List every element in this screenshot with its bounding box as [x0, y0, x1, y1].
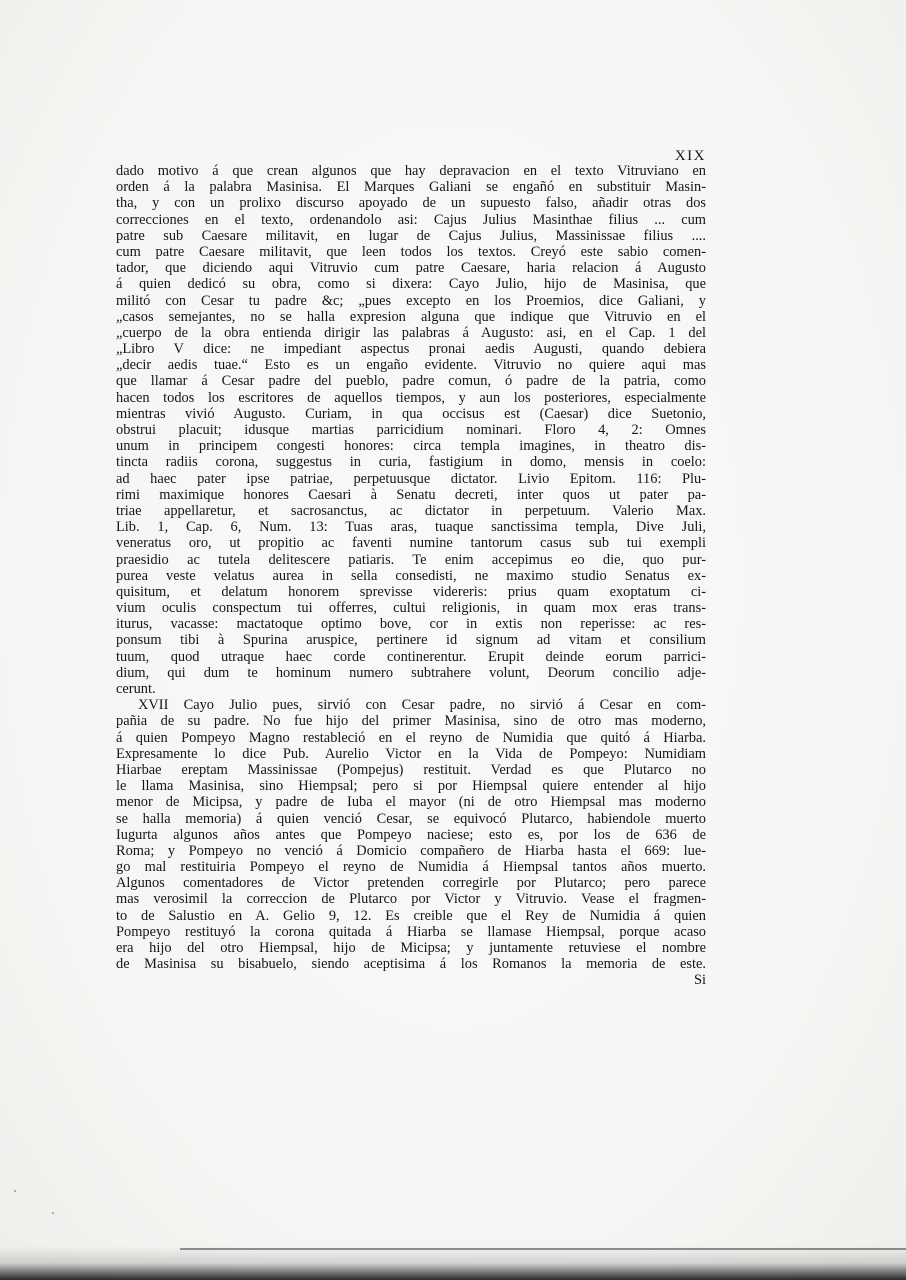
- paper-speck: [52, 1212, 54, 1214]
- text-line: de Masinisa su bisabuelo, siendo aceptisima á los Romanos la memoria de este.: [116, 956, 706, 973]
- text-line: Pompeyo restituyó la corona quitada á Hiarba se llamase Hiempsal, porque acaso: [116, 923, 706, 940]
- text-line: obstrui placuit; idusque martias parricidium nominari. Floro 4, 2: Omnes: [116, 422, 706, 438]
- text-line: veneratus oro, ut propitio ac faventi numine tantorum casus sub tui exempli: [116, 535, 706, 552]
- text-line: menor de Micipsa, y padre de Iuba el mayor (ni de otro Hiempsal mas moderno: [116, 794, 706, 811]
- text-line: á quien dedicó su obra, como si dixera: Cayo Julio, hijo de Masinisa, que: [116, 276, 706, 293]
- text-line: go mal restituiria Pompeyo el reyno de Numidia á Hiempsal tantos años muerto.: [116, 859, 706, 876]
- text-line: cerunt.: [116, 681, 156, 697]
- text-line: tuum, quod utraque haec corde continerentur. Erupit deinde eorum parrici-: [116, 648, 706, 665]
- text-line: unum in principem congesti honores: circa templa imagines, in theatro dis-: [116, 438, 706, 455]
- text-line: se halla memoria) á quien venció Cesar, se equivocó Plutarco, habiendole muerto: [116, 810, 706, 827]
- text-line: orden á la palabra Masinisa. El Marques Galiani se engañó en substituir Masin-: [116, 179, 706, 196]
- body-text: [116, 163, 706, 989]
- page-number: XIX: [674, 148, 706, 164]
- text-line: Algunos comentadores de Victor pretenden corregirle por Plutarco; pero parece: [116, 875, 706, 892]
- text-line: tha, y con un prolixo discurso apoyado de un supuesto falso, añadir otras dos: [116, 195, 706, 212]
- text-line: XVII Cayo Julio pues, sirvió con Cesar padre, no sirvió á Cesar en com-: [138, 697, 706, 714]
- text-line: triae appellaretur, et sacrosanctus, ac dictator in perpetuum. Valerio Max.: [116, 502, 706, 519]
- text-line: le llama Masinisa, sino Hiempsal; pero si por Hiempsal quiere entender al hijo: [116, 778, 706, 795]
- text-line: correcciones en el texto, ordenandolo asi: Cajus Julius Masinthae filius ... cum: [116, 211, 706, 228]
- text-line: tincta radiis corona, suggestus in curia, fastigium in domo, mensis in coelo:: [116, 454, 706, 471]
- text-line: que llamar á Cesar padre del pueblo, padre comun, ó padre de la patria, como: [116, 373, 706, 390]
- text-line: quisitum, et delatum honorem sprevisse videreris: prius quam exoptatum ci-: [116, 583, 706, 600]
- text-line: ad haec pater ipse patriae, perpetuusque dictator. Livio Epitom. 116: Plu-: [116, 470, 706, 487]
- text-line: tador, que diciendo aqui Vitruvio cum patre Caesare, haria relacion á Augusto: [116, 260, 706, 277]
- text-line: Lib. 1, Cap. 6, Num. 13: Tuas aras, tuaque sanctissima templa, Dive Juli,: [116, 519, 706, 536]
- text-line: mientras vivió Augusto. Curiam, in qua occisus est (Caesar) dice Suetonio,: [116, 405, 706, 422]
- text-line: rimi maximique honores Caesari à Senatu decreti, inter quos ut pater pa-: [116, 486, 706, 503]
- paper-speck: [14, 1190, 16, 1192]
- text-line: Hiarbae ereptam Massinissae (Pompejus) restituit. Verdad es que Plutarco no: [116, 761, 706, 778]
- text-line: mas verosimil la correccion de Plutarco por Victor y Vitruvio. Vease el fragmen-: [116, 891, 706, 908]
- text-line: patre sub Caesare militavit, en lugar de Cajus Julius, Massinissae filius ....: [116, 227, 706, 244]
- text-line: „cuerpo de la obra entienda dirigir las palabras á Augusto: asi, en el Cap. 1 del: [116, 324, 706, 341]
- text-line: Expresamente lo dice Pub. Aurelio Victor en la Vida de Pompeyo: Numidiam: [116, 745, 706, 762]
- scan-edge-shadow: [0, 1246, 906, 1280]
- text-line: purea veste velatus aurea in sella consedisti, ne maximo studio Senatus ex-: [116, 567, 706, 584]
- text-line: militó con Cesar tu padre &c; „pues excepto en los Proemios, dice Galiani, y: [116, 292, 706, 309]
- text-line: praesidio ac tutela delitescere patiaris. Te enim accepimus eo die, quo pur-: [116, 551, 706, 568]
- text-line: vium oculis conspectum tui offerres, cultui religionis, in quam mox eras trans-: [116, 600, 706, 617]
- text-line: dado motivo á que crean algunos que hay depravacion en el texto Vitruviano en: [116, 163, 706, 179]
- text-line: ponsum tibi à Spurina aruspice, pertinere id signum ad vitam et consilium: [116, 632, 706, 649]
- text-line: Iugurta algunos años antes que Pompeyo naciese; esto es, por los de 636 de: [116, 826, 706, 843]
- text-line: pañia de su padre. No fue hijo del primer Masinisa, sino de otro mas moderno,: [116, 713, 706, 730]
- text-line: dium, qui dum te hominum numero subtrahere volunt, Deorum concilio adje-: [116, 664, 706, 681]
- text-line: á quien Pompeyo Magno restableció en el reyno de Numidia que quitó á Hiarba.: [116, 729, 706, 746]
- text-line: Roma; y Pompeyo no venció á Domicio compañero de Hiarba hasta el 669: lue-: [116, 842, 706, 859]
- text-line: iturus, vacasse: mactatoque optimo bove, cor in extis non reperisse: ac res-: [116, 616, 706, 633]
- text-line: cum patre Caesare militavit, que leen todos los textos. Creyó este sabio comen-: [116, 243, 706, 260]
- text-line: hacen todos los escritores de aquellos tiempos, y aun los posteriores, especialmente: [116, 389, 706, 406]
- text-line: to de Salustio en A. Gelio 9, 12. Es creible que el Rey de Numidia á quien: [116, 907, 706, 924]
- text-line: „Libro V dice: ne impediant aspectus pronai aedis Augusti, quando debiera: [116, 341, 706, 358]
- text-line: era hijo del otro Hiempsal, hijo de Micipsa; y juntamente retuviese el nombre: [116, 940, 706, 956]
- text-line: „casos semejantes, no se halla expresion alguna que indique que Vitruvio en el: [116, 308, 706, 325]
- catchword: Si: [693, 972, 706, 989]
- text-line: „decir aedis tuae.“ Esto es un engaño evidente. Vitruvio no quiere aqui mas: [116, 357, 706, 374]
